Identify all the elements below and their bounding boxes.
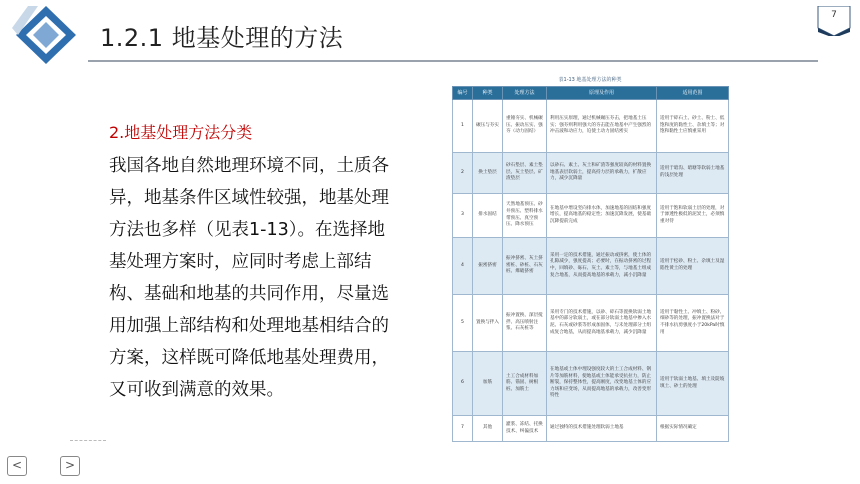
cell-no: 3 [453,194,473,238]
table-row [453,194,729,238]
table-row [453,295,729,352]
cell-principle: 采用一定的技术措施，通过振动或挤密，使土体的孔隙减少，强度提高；必要时，在振动挤密的过程中，回填砂、砾石、灰土、素土等，与地基土组成复合地基，从而提高地基的承载力，减小沉降量 [547,238,657,295]
slide-title: 1.2.1 地基处理的方法 [100,24,344,52]
header-cell: 适用范围 [657,87,729,100]
cell-no: 2 [453,153,473,194]
cell-type: 加筋 [473,352,503,416]
header-cell: 种类 [473,87,503,100]
table-row [453,100,729,153]
cell-method: 砂石垫层、素土垫层、灰土垫层、矿渣垫层 [503,153,547,194]
section-subheading: 2.地基处理方法分类 [109,123,253,142]
cell-principle: 以砂石、素土、灰土和矿渣等强度较高的材料置换地基表层软弱土，提高持力层的承载力，扩散应力，减少沉降量 [547,153,657,194]
table-row [453,416,729,442]
cell-principle: 利用压实原理，通过机械碾压夯击，把地基土压实；强夯则利用强大的夯击能在地基中产生强烈的冲击波和动应力，迫使土动力固结密实 [547,100,657,153]
prev-slide-button[interactable]: < [7,456,27,476]
table-row [453,153,729,194]
methods-table-image [452,74,728,442]
cell-scope: 适用于松砂、粉土、杂填土及湿陷性黄土的处理 [657,238,729,295]
body-paragraph: 我国各地自然地理环境不同，土质各异，地基条件区域性较强，地基处理方法也多样（见表1-13）。在选择地基处理方案时，应同时考虑上部结构、基础和地基的共同作用，尽量选用加强上部结构和处理地基相结合的方案，这样既可降低地基处理费用，又可收到满意的效果。 [109,156,389,400]
cell-no: 7 [453,416,473,442]
cell-scope: 适用于软弱土地基、填土及陡坡填土、砂土的处理 [657,352,729,416]
footer-divider [70,440,106,441]
cell-method: 天然地基预压、砂井预压、塑料排水带预压、真空预压、降水预压 [503,194,547,238]
cell-type: 排水固结 [473,194,503,238]
header-cell: 原理及作用 [547,87,657,100]
table-caption: 表1-13 地基处理方法的种类 [558,77,622,83]
cell-type: 换土垫层 [473,153,503,194]
cell-no: 4 [453,238,473,295]
title-divider [88,60,818,62]
cell-type: 碾压与夯实 [473,100,503,153]
cell-scope: 适用于黏性土、冲填土、粉砂、细砂等的处理，振冲置换法对于不排水抗剪强度小于20kPa时慎用 [657,295,729,352]
cell-principle: 在地基中增设竖向排水体，加速地基的固结和强度增长，提高地基的稳定性；加速沉降发展，使基础沉降提前完成 [547,194,657,238]
cell-principle: 在地基或土体中埋设强度较大的土工合成材料、钢片等加筋材料，使地基或土体能承受抗拉力，防止断裂，保持整体性，提高刚度，改变地基土体的应力场和应变场，从而提高地基的承载力，改善变形特性 [547,352,657,416]
header-cell: 处理方法 [503,87,547,100]
page-number: 7 [831,10,837,20]
table-row [453,238,729,295]
cell-no: 6 [453,352,473,416]
cell-scope: 适用于饱和软弱土层的处理，对于渗透性极低的泥炭土，必须慎重对待 [657,194,729,238]
cell-no: 1 [453,100,473,153]
cell-scope: 适用于暗沟、暗塘等软弱土地基的浅层处理 [657,153,729,194]
cell-type: 振密挤密 [473,238,503,295]
diamond-logo-icon [6,2,88,68]
cell-method: 振冲挤密、灰土挤密桩、砂桩、石灰桩、爆破挤密 [503,238,547,295]
cell-method: 灌浆、冻结、托换技术、纠偏技术 [503,416,547,442]
table-header-row [453,87,729,100]
methods-table [452,86,729,442]
cell-principle: 采用专门的技术措施，以砂、碎石等置换软弱土地基中的部分软弱土，或在部分软弱土地基中掺入水泥、石灰或砂浆等形成加固体，与未处理部分土组成复合地基，从而提高地基承载力，减少沉降量 [547,295,657,352]
cell-type: 置换与拌入 [473,295,503,352]
header-cell: 编号 [453,87,473,100]
cell-method: 振冲置换、深层搅拌、高压喷射注浆、石灰桩等 [503,295,547,352]
cell-type: 其他 [473,416,503,442]
table-row [453,352,729,416]
cell-scope: 适用于碎石土、砂土、粉土、低饱和度的黏性土、杂填土等；对饱和黏性土应慎重采用 [657,100,729,153]
cell-method: 土工合成材料加筋、锚固、树根桩、加筋土 [503,352,547,416]
next-slide-button[interactable]: > [60,456,80,476]
cell-no: 5 [453,295,473,352]
cell-scope: 根据实际情况确定 [657,416,729,442]
cell-method: 重锤夯实、机械碾压、振动压实、强夯（动力固结） [503,100,547,153]
cell-principle: 通过独特的技术措施处理软弱土地基 [547,416,657,442]
page-number-badge [816,6,852,36]
